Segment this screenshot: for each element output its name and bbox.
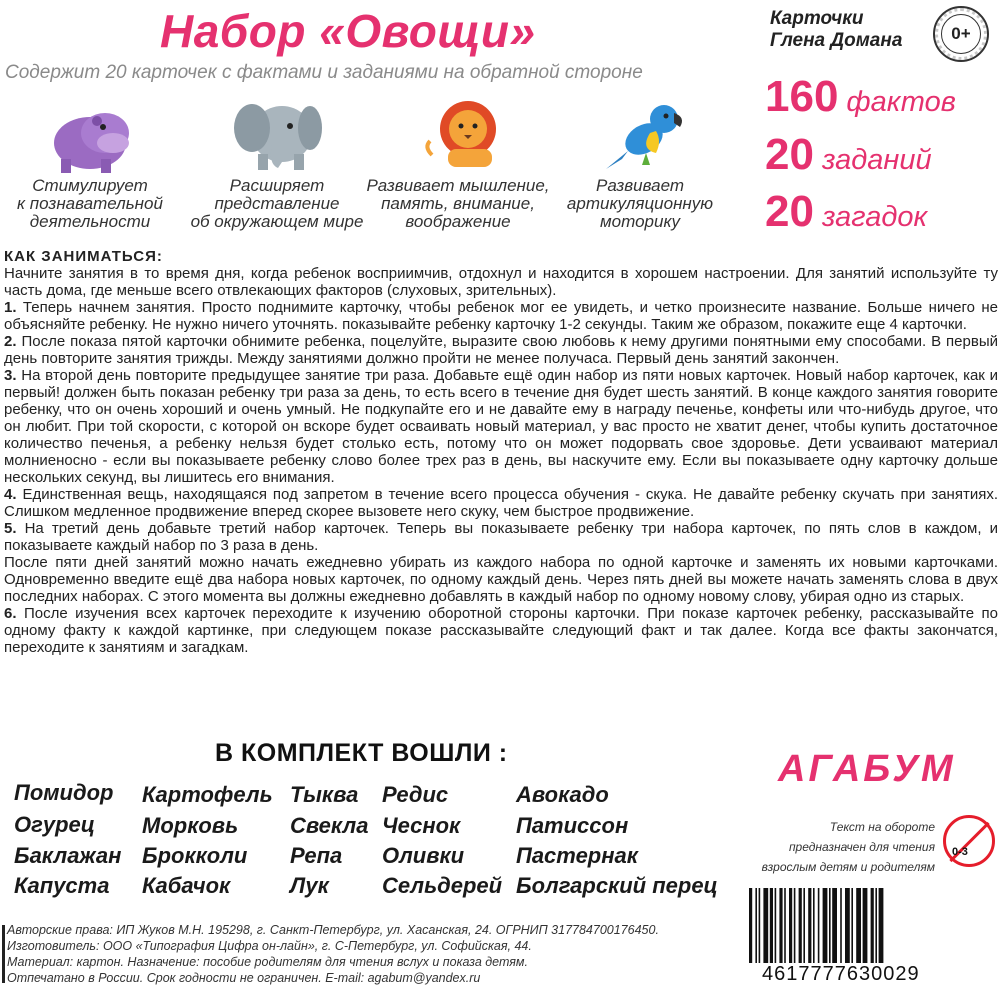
veg-item: Лук	[290, 873, 329, 898]
step-text: После показа пятой карточки обнимите ребенка, поцелуйте, выразите свою любовь к нему другими понятными ему способами. В первый день повторите занятия трижды. Между занятиями должно пройти не менее получаса. Первый день занятий закончен.	[4, 333, 998, 367]
step-number: 5.	[4, 520, 17, 537]
feature-caption-3	[358, 177, 558, 231]
no-kids-label: 0-3	[952, 846, 968, 858]
barcode-bar	[803, 888, 805, 963]
feature-caption-4	[540, 177, 740, 231]
veg-item: Брокколи	[142, 843, 248, 868]
instructions-block	[4, 248, 998, 656]
veg-item: Морковь	[142, 813, 239, 838]
hippo-icon	[45, 95, 135, 175]
feature-caption-1	[0, 177, 190, 231]
barcode-bar	[879, 888, 884, 963]
brand-line-1: Карточки	[770, 8, 864, 29]
barcode-bar	[840, 888, 842, 963]
barcode-bar	[749, 888, 752, 963]
instruction-step	[4, 486, 998, 520]
step-text: На третий день добавьте третий набор карточек. Теперь вы показываете ребенку три набора карточек, по пять слов в каждом, и показываете каждый набор по 3 раза в день.	[4, 520, 998, 554]
step-number: 6.	[4, 605, 17, 622]
note-line: предназначен для чтения	[788, 840, 935, 854]
veg-item: Кабачок	[142, 873, 231, 898]
veg-item: Авокадо	[516, 782, 609, 807]
legal-line: Изготовитель: ООО «Типография Цифра он-лайн», г. С-Петербург, ул. Софийская, 44.	[7, 939, 532, 953]
barcode-bar	[779, 888, 782, 963]
legal-line: Авторские права: ИП Жуков М.Н. 195298, г. Санкт-Петербург, ул. Хасанская, 24. ОГРНИП 317784700176450.	[7, 923, 659, 937]
instruction-step	[4, 520, 998, 554]
barcode-bar	[856, 888, 861, 963]
lion-icon	[420, 95, 510, 175]
barcode-bar	[799, 888, 802, 963]
barcode-bar	[829, 888, 831, 963]
page-subtitle: Содержит 20 карточек с фактами и заданиями на обратной стороне	[5, 62, 643, 83]
stat-number: 20	[765, 130, 814, 179]
parrot-icon	[600, 95, 690, 175]
veg-item: Свекла	[290, 813, 369, 838]
barcode-bar	[770, 888, 773, 963]
barcode-bar	[863, 888, 868, 963]
stat-label: фактов	[846, 86, 956, 118]
barcode-bar	[784, 888, 786, 963]
not-for-0-3-icon	[943, 815, 995, 867]
caption-line: Расширяет	[229, 176, 325, 195]
barcode-bar	[759, 888, 761, 963]
age-rating-badge	[933, 6, 989, 62]
stat-label: заданий	[821, 144, 932, 176]
step-number: 2.	[4, 333, 17, 350]
barcode-bar	[775, 888, 777, 963]
stat-tasks	[765, 130, 932, 180]
caption-line: Развивает	[595, 176, 685, 195]
step-text: Теперь начнем занятия. Просто поднимите карточку, чтобы ребенок мог ее увидеть, и четко произнесите название. Больше ничего не объясняйте ребенку. Не нужно ничего уточнять. показывайте ребенку карточку 1-2 секунды. Таким же образом, покажите еще 4 карточки.	[4, 299, 998, 333]
step-number: 1.	[4, 299, 17, 316]
note-line: взрослым детям и родителям	[761, 860, 935, 874]
legal-line: Материал: картон. Назначение: пособие родителям для чтения вслух и показа детям.	[7, 955, 528, 969]
instruction-step	[4, 333, 998, 367]
barcode-bar	[845, 888, 850, 963]
brand-block	[770, 8, 902, 52]
brand-line-2: Глена Домана	[770, 30, 903, 51]
caption-line: артикуляционную	[566, 194, 714, 213]
barcode-number: 4617777630029	[762, 963, 920, 985]
barcode-bar	[808, 888, 811, 963]
veg-item: Капуста	[14, 873, 110, 898]
stat-label: загадок	[821, 201, 928, 233]
step-text: На второй день повторите предыдущее занятие три раза. Добавьте ещё один набор из пяти новых карточек. Новый набор карточек, как и первый! должен быть показан ребенку три раза за день, то есть всего в течение дня будет шесть занятий. В конце каждого занятия говорите ребенку, что он очень хороший и очень умный. Не подкупайте его и не давайте ему в награду печенье, конфеты или что-нибудь другое, что он любит. При той скорости, с которой он вскоре будет осваивать новый материал, у вас просто не хватит денег, чтобы купить достаточное количество печенья, а ребенку нельзя будет столько есть, потому что он может подорвать свое здоровье. Дети усваивают материал молниеносно - если вы показываете ребенку слово более трех раз в день, вы наскучите ему. Если вы показываете одну карточку дольше нескольких секунд, вы лишитесь его внимания.	[4, 367, 998, 486]
barcode-bar	[789, 888, 792, 963]
veg-item: Патиссон	[516, 813, 629, 838]
barcode-bar	[875, 888, 877, 963]
caption-line: Стимулирует	[32, 176, 148, 195]
veg-item: Сельдерей	[382, 873, 503, 898]
veg-item: Тыква	[290, 782, 359, 807]
veg-item: Репа	[290, 843, 343, 868]
instructions-intro: Начните занятия в то время дня, когда ребенок восприимчив, отдохнул и находится в хорошем настроении. Для занятий используйте ту часть дома, где меньше всего отвлекающих факторов (слуховых, зрительных).	[4, 265, 998, 299]
barcode	[745, 888, 995, 963]
veg-item: Чеснок	[382, 813, 461, 838]
page-title: Набор «Овощи»	[160, 5, 536, 57]
barcode-bar	[823, 888, 828, 963]
kit-title: В КОМПЛЕКТ ВОШЛИ :	[215, 739, 508, 767]
caption-line: моторику	[600, 212, 680, 231]
barcode-bar	[813, 888, 815, 963]
stat-riddles	[765, 187, 927, 237]
barcode-bar	[851, 888, 853, 963]
barcode-bar	[818, 888, 820, 963]
instruction-step	[4, 605, 998, 656]
veg-item: Помидор	[14, 780, 114, 805]
barcode-bar	[763, 888, 768, 963]
step-text: После изучения всех карточек переходите к изучению оборотной стороны карточки. При показе карточек ребенку, рассказывайте по одному факту к каждой картинке, при следующем показе рассказывайте следующий факт и так далее. Когда все факты закончатся, переходите к занятиям и загадкам.	[4, 605, 998, 656]
veg-item: Пастернак	[516, 843, 638, 868]
caption-line: память, внимание,	[381, 194, 535, 213]
legal-divider	[2, 925, 5, 983]
caption-line: к познавательной	[17, 194, 163, 213]
instruction-step	[4, 367, 998, 486]
age-rating-text: 0+	[941, 14, 981, 54]
note-line: Текст на обороте	[829, 820, 935, 834]
caption-line: воображение	[405, 212, 511, 231]
barcode-bar	[871, 888, 874, 963]
barcode-bar	[832, 888, 837, 963]
veg-item: Болгарский перец	[516, 873, 718, 898]
feature-caption-2	[177, 177, 377, 231]
barcode-bar	[794, 888, 796, 963]
brand-logo: АГАБУМ	[778, 748, 956, 790]
caption-line: Развивает мышление,	[366, 176, 550, 195]
step-number: 4.	[4, 486, 17, 503]
veg-item: Картофель	[142, 782, 273, 807]
stat-facts	[765, 72, 956, 122]
step-text: Единственная вещь, находящаяся под запретом в течение всего процесса обучения - скука. Не давайте ребенку скучать при занятиях. Слишком медленное продвижение вперед скорее вызовете него скуку, чем быстрое продвижение.	[4, 486, 998, 520]
caption-line: об окружающем мире	[190, 212, 364, 231]
legal-line: Отпечатано в России. Срок годности не ограничен. E-mail: agabum@yandex.ru	[7, 971, 481, 985]
veg-item: Редис	[382, 782, 449, 807]
instructions-middle: После пяти дней занятий можно начать ежедневно убирать из каждого набора по одной карточке и заменять их новыми карточками. Одновременно введите ещё два набора новых карточек, по одному каждый день. Через пять дней вы можете начать заменять слова в двух последних наборах. С этого момента вы должны ежедневно добавлять в каждый набор по одному новому слову, убирая одно из старых.	[4, 554, 998, 605]
elephant-icon	[232, 92, 322, 172]
veg-item: Оливки	[382, 843, 465, 868]
veg-item: Огурец	[14, 812, 95, 837]
barcode-bar	[755, 888, 757, 963]
caption-line: деятельности	[29, 212, 151, 231]
instruction-step	[4, 299, 998, 333]
stat-number: 160	[765, 72, 839, 121]
caption-line: представление	[214, 194, 340, 213]
stat-number: 20	[765, 187, 814, 236]
veg-item: Баклажан	[14, 843, 122, 868]
step-number: 3.	[4, 367, 17, 384]
age-note	[735, 817, 935, 877]
instructions-heading: КАК ЗАНИМАТЬСЯ:	[4, 248, 163, 265]
